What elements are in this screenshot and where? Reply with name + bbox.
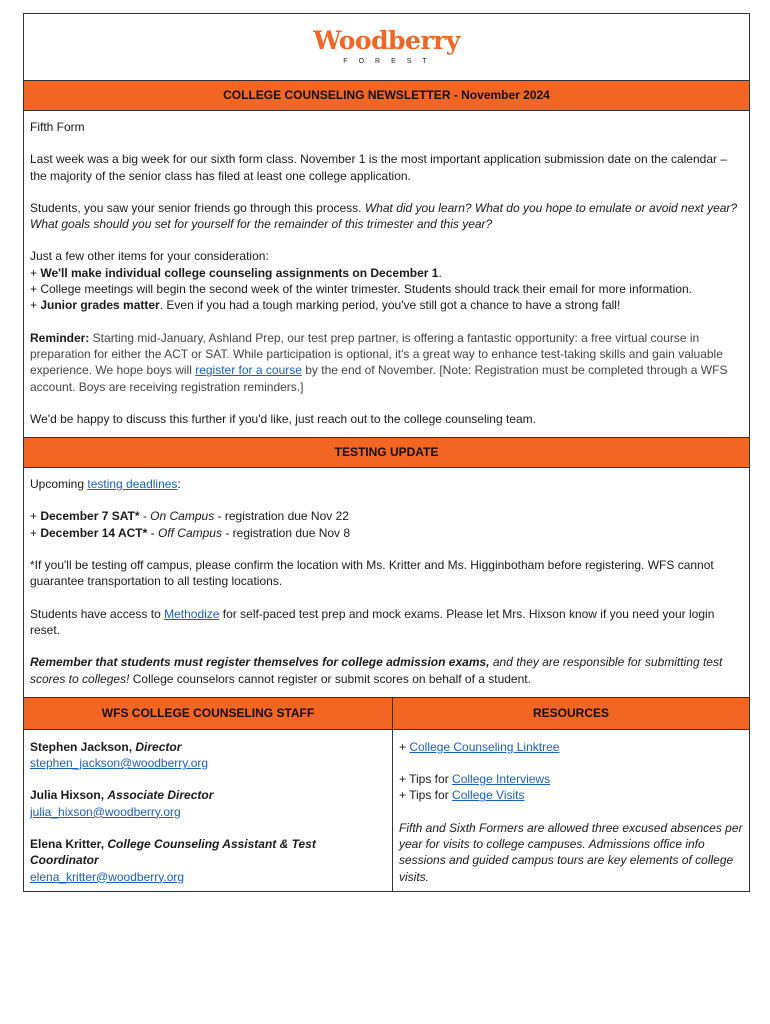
resources-header: RESOURCES [393, 698, 750, 730]
bullet-prefix: + [30, 265, 41, 280]
closing-paragraph: We'd be happy to discuss this further if you'd like, just reach out to the college counseling team. [30, 411, 536, 426]
sat-location: On Campus [150, 509, 215, 524]
staff-title: Associate Director [107, 788, 214, 803]
item-meetings: + College meetings will begin the second week of the winter trimester. Students should track their email for more information. [30, 282, 692, 297]
testing-deadlines-link[interactable]: testing deadlines [87, 477, 178, 492]
upcoming-text: Upcoming [30, 477, 88, 492]
logo-subtitle: FOREST [343, 58, 438, 65]
staff-member [30, 787, 386, 820]
form-label: Fifth Form [30, 120, 85, 134]
staff-email-link[interactable]: julia_hixson@woodberry.org [30, 804, 181, 819]
reminder-paragraph [30, 330, 743, 395]
items-intro: Just a few other items for your consideration: [30, 249, 269, 264]
students-questions: What did you learn? What do you hope to emulate or avoid next year? What goals should you set for yourself for the remainder of this trimester and this year? [30, 200, 738, 232]
tip-interviews [399, 771, 743, 787]
staff-title: Director [135, 739, 182, 754]
methodize-paragraph [30, 606, 743, 639]
separator: - [139, 509, 151, 524]
absences-text: Fifth and Sixth Formers are allowed three excused absences per year for visits to college campuses. Admissions office info sessions and guided campus tours are key elements of college visits. [399, 820, 743, 884]
bullet-prefix: + [399, 739, 410, 754]
item-grades: Junior grades matter [40, 298, 160, 313]
methodize-text: Students have access to [30, 606, 165, 621]
item-suffix: . [438, 265, 442, 280]
item-grades-text: . Even if you had a tough marking period, you've still got a chance to have a strong fall! [159, 298, 621, 313]
staff-name: Julia Hixson, [30, 788, 108, 803]
sat-date: December 7 SAT* [40, 509, 140, 524]
staff-resources-table [24, 698, 749, 891]
item-assignments: We'll make individual college counseling assignments on December 1 [40, 265, 439, 280]
testing-body [24, 468, 749, 698]
staff-member [30, 836, 386, 885]
newsletter-page [23, 13, 750, 892]
bullet-prefix: + [30, 509, 41, 524]
act-location: Off Campus [157, 525, 222, 540]
register-course-link[interactable]: register for a course [195, 363, 302, 378]
absences-note [399, 820, 743, 885]
reminder-text: Starting mid-January, Ashland Prep, our test prep partner, is offering a fantastic opportunity: a free virtual course in preparation for either the ACT or SAT. While participation is optional, it's a great way to enhance test-taking skills and gain valuable experience. We hope boys will [30, 330, 723, 378]
resources-list [393, 729, 750, 891]
staff-list [24, 729, 393, 891]
staff-member [30, 739, 386, 772]
transport-note: *If you'll be testing off campus, please confirm the location with Ms. Kritter and Ms. Higginbotham before registering. WFS cannot guarantee transportation to all testing locations. [30, 558, 714, 589]
intro-paragraph: Last week was a big week for our sixth form class. November 1 is the most important application submission date on the calendar – the majority of the senior class has filed at least one college application. [30, 152, 728, 183]
methodize-link[interactable]: Methodize [164, 606, 220, 621]
tip-prefix: + Tips for [399, 772, 453, 787]
staff-header: WFS COLLEGE COUNSELING STAFF [24, 698, 393, 730]
separator: - [147, 525, 158, 540]
remember-italic: and they are responsible for submitting test scores to colleges! [30, 655, 723, 686]
items-list [30, 248, 743, 313]
college-visits-link[interactable]: College Visits [452, 788, 525, 803]
staff-email-link[interactable]: elena_kritter@woodberry.org [30, 869, 185, 884]
newsletter-body [24, 111, 749, 438]
remember-text: College counselors cannot register or submit scores on behalf of a student. [129, 671, 531, 686]
upcoming-suffix: : [177, 477, 181, 492]
linktree-link[interactable]: College Counseling Linktree [409, 739, 560, 754]
staff-title: College Counseling Assistant & Test Coordinator [30, 837, 316, 868]
college-interviews-link[interactable]: College Interviews [452, 772, 551, 787]
bullet-prefix: + [30, 525, 41, 540]
staff-name: Stephen Jackson, [30, 739, 136, 754]
methodize-suffix: for self-paced test prep and mock exams. Please let Mrs. Hixson know if you need your login reset. [30, 606, 715, 637]
staff-email-link[interactable]: stephen_jackson@woodberry.org [30, 756, 209, 771]
upcoming-line [30, 476, 743, 492]
bullet-prefix: + [30, 298, 41, 313]
remember-paragraph [30, 654, 743, 687]
reminder-label: Reminder: [30, 330, 90, 345]
staff-name: Elena Kritter, [30, 837, 108, 852]
linktree-line [399, 739, 743, 755]
tip-prefix: + Tips for [399, 788, 453, 803]
newsletter-header: COLLEGE COUNSELING NEWSLETTER - November 2024 [24, 81, 749, 111]
reminder-end: by the end of November. [Note: Registration must be completed through a WFS account. Boys are receiving registration reminders.] [30, 363, 728, 394]
tip-visits [399, 787, 743, 803]
students-paragraph [30, 200, 743, 233]
sat-registration: - registration due Nov 22 [214, 509, 349, 524]
remember-emphasis: Remember that students must register themselves for college admission exams, [30, 655, 490, 670]
act-date: December 14 ACT* [40, 525, 148, 540]
logo-header [24, 14, 749, 81]
act-registration: - registration due Nov 8 [221, 525, 351, 540]
woodberry-logo: Woodberry [313, 26, 460, 55]
testing-header: TESTING UPDATE [24, 438, 749, 468]
students-text: Students, you saw your senior friends go through this process. [30, 200, 365, 215]
test-dates [30, 508, 743, 541]
